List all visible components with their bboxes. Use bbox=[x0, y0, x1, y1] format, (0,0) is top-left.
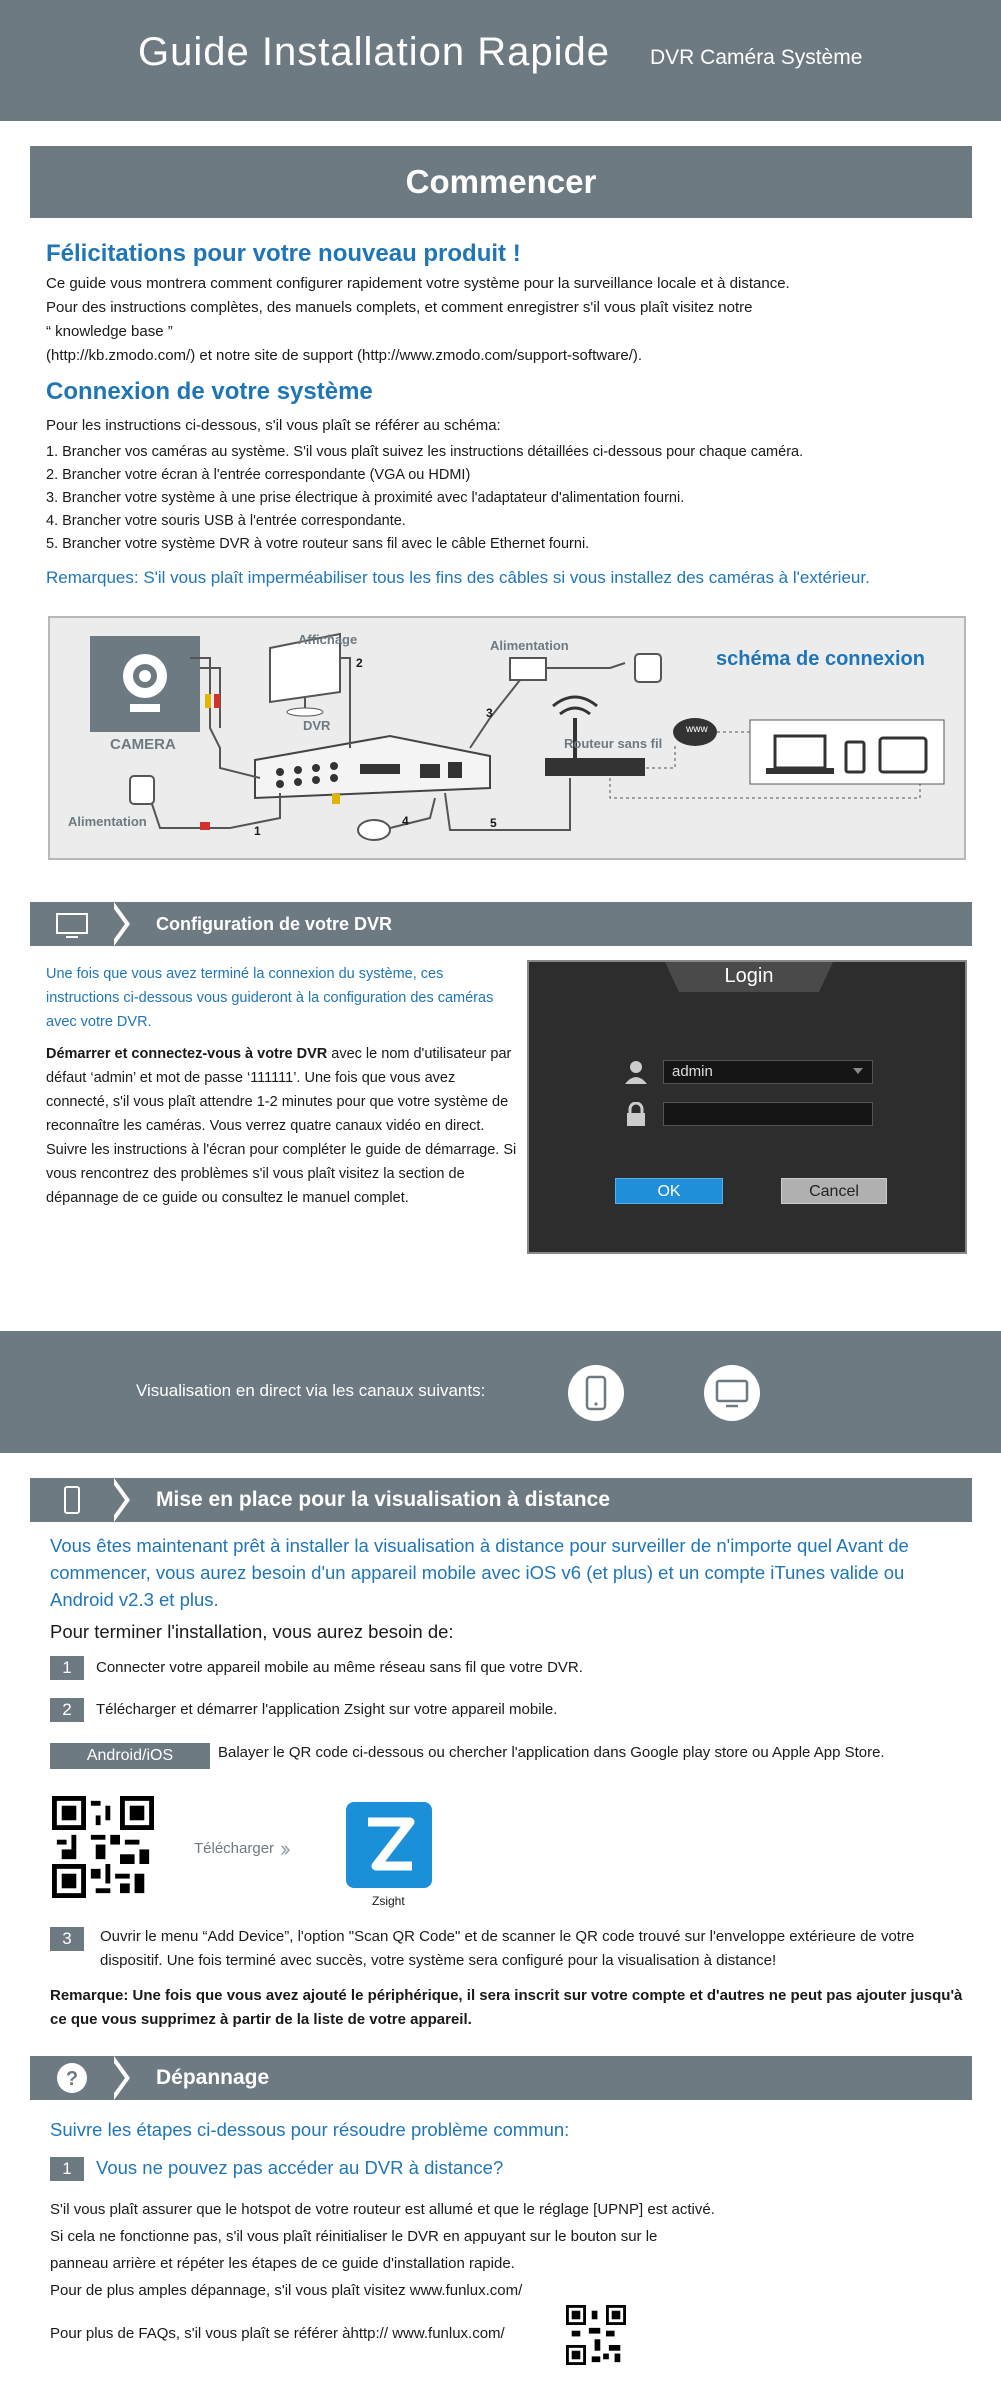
connection-diagram bbox=[48, 616, 966, 860]
diagram-num-3: 3 bbox=[486, 706, 493, 720]
qr-code-icon[interactable] bbox=[566, 2305, 626, 2365]
guide-subtitle: DVR Caméra Système bbox=[650, 46, 863, 69]
trouble-line-1: S'il vous plaît assurer que le hotspot de votre routeur est allumé et que le réglage [UPNP] est activé. bbox=[50, 2201, 715, 2218]
platform-badge: Android/iOS bbox=[50, 1743, 210, 1769]
congrats-line-2: Pour des instructions complètes, des manuels complets, et comment enregistrer s'il vous plaît visitez notre bbox=[46, 299, 753, 316]
trouble-line-4: Pour de plus amples dépannage, s'il vous plaît visitez www.funlux.com/ bbox=[50, 2282, 523, 2299]
config-title: Configuration de votre DVR bbox=[156, 914, 393, 934]
connexion-remark: Remarques: S'il vous plaît imperméabiliser tous les fins des câbles si vous installez des caméras à l'extérieur. bbox=[46, 568, 870, 587]
diagram-power-top: Alimentation bbox=[490, 638, 569, 653]
diagram-display-label: Affichage bbox=[298, 632, 358, 647]
remote-note: Remarque: Une fois que vous avez ajouté le périphérique, il sera inscrit sur votre compte et d'autres ne peut pas ajouter jusqu'à ce que vous supprimez à partir de la liste de votre appareil. bbox=[50, 1987, 963, 2028]
step-number: 3 bbox=[50, 1927, 84, 1951]
trouble-intro: Suivre les étapes ci-dessous pour résoudre problème commun: bbox=[50, 2119, 570, 2140]
trouble-line-2: Si cela ne fonctionne pas, s'il vous plaît réinitialiser le DVR en appuyant sur le bouton sur le bbox=[50, 2228, 658, 2245]
remote-step-1: 1 Connecter votre appareil mobile au même réseau sans fil que votre DVR. bbox=[50, 1656, 583, 1680]
mouse-icon bbox=[358, 820, 390, 840]
config-intro: Une fois que vous avez terminé la connexion du système, ces instructions ci-dessous vous guideront à la configuration des caméras avec votre DVR. bbox=[46, 966, 494, 1030]
connexion-step-5: 5. Brancher votre système DVR à votre routeur sans fil avec le câble Ethernet fourni. bbox=[46, 536, 590, 552]
diagram-num-1: 1 bbox=[254, 824, 261, 838]
guide-title: Guide Installation Rapide bbox=[138, 30, 610, 74]
remote-title: Mise en place pour la visualisation à distance bbox=[156, 1488, 610, 1511]
live-view-band bbox=[0, 1331, 1001, 1453]
username-field[interactable]: admin bbox=[663, 1060, 873, 1084]
remote-step-3: 3 Ouvrir le menu “Add Device”, l'option "Scan QR Code" et de scanner le QR code trouvé sur l'enveloppe extérieure de votre dispositif. Une fois terminé avec succès, votre système sera configuré pour la visualisation à distance! bbox=[50, 1925, 970, 1973]
remote-section-bar bbox=[30, 1478, 972, 1522]
trouble-section-bar bbox=[30, 2056, 972, 2100]
remote-need: Pour terminer l'installation, vous aurez besoin de: bbox=[50, 1621, 454, 1642]
connexion-step-3: 3. Brancher votre système à une prise électrique à proximité avec l'adaptateur d'alimentation fourni. bbox=[46, 490, 685, 506]
user-icon bbox=[624, 1060, 648, 1084]
login-title: Login bbox=[724, 965, 774, 987]
diagram-power-left: Alimentation bbox=[68, 814, 147, 829]
congrats-line-3: “ knowledge base ” bbox=[46, 323, 173, 340]
config-section-bar bbox=[30, 902, 972, 946]
connexion-heading: Connexion de votre système bbox=[46, 378, 373, 405]
app-name: Zsight bbox=[372, 1894, 405, 1908]
connexion-step-4: 4. Brancher votre souris USB à l'entrée correspondante. bbox=[46, 513, 406, 529]
download-label: Télécharger bbox=[194, 1840, 275, 1857]
step-number: 1 bbox=[50, 1656, 84, 1680]
question-icon bbox=[30, 2056, 114, 2100]
step-number: 2 bbox=[50, 1698, 84, 1722]
trouble-faq: Pour plus de FAQs, s'il vous plaît se référer àhttp:// www.funlux.com/ bbox=[50, 2325, 505, 2342]
diagram-title: schéma de connexion bbox=[716, 648, 925, 670]
phone-icon bbox=[30, 1478, 114, 1522]
monitor-icon bbox=[30, 902, 114, 946]
diagram-camera-label: CAMERA bbox=[110, 736, 176, 753]
diagram-www-label: www bbox=[686, 724, 708, 735]
congrats-heading: Félicitations pour votre nouveau produit ! bbox=[46, 240, 521, 267]
trouble-line-3: panneau arrière et répéter les étapes de ce guide d'installation rapide. bbox=[50, 2255, 515, 2272]
config-body bbox=[46, 1042, 522, 1210]
connexion-step-2: 2. Brancher votre écran à l'entrée correspondante (VGA ou HDMI) bbox=[46, 467, 471, 483]
congrats-line-1: Ce guide vous montrera comment configurer rapidement votre système pour la surveillance locale et à distance. bbox=[46, 275, 790, 292]
connexion-step-1: 1. Brancher vos caméras au système. S'il vous plaît suivez les instructions détaillées ci-dessous pour chaque caméra. bbox=[46, 444, 804, 460]
diagram-router-label: Routeur sans fil bbox=[564, 736, 663, 751]
commencer-band: Commencer bbox=[30, 146, 972, 218]
diagram-num-2: 2 bbox=[356, 656, 363, 670]
badge-text: Balayer le QR code ci-dessous ou chercher l'application dans Google play store ou Apple App Store. bbox=[218, 1744, 885, 1761]
diagram-num-5: 5 bbox=[490, 816, 497, 830]
config-rest: avec le nom d'utilisateur par défaut ‘admin’ et mot de passe ‘111111’. Une fois que vous avez connecté, s'il vous plaît attendre 1-2 minutes pour que votre système de reconnaître les caméras. Vous verrez quatre canaux vidéo en direct. Suivre les instructions à l'écran pour compléter le guide de démarrage. Si vous rencontrez des problèmes s'il vous plaît visitez la section de dépannage de ce guide ou consultez le manuel complet. bbox=[46, 1046, 517, 1206]
lock-icon bbox=[625, 1102, 647, 1126]
live-text: Visualisation en direct via les canaux suivants: bbox=[136, 1381, 486, 1400]
trouble-title: Dépannage bbox=[156, 2066, 270, 2089]
diagram-num-4: 4 bbox=[402, 814, 409, 828]
router-icon bbox=[545, 758, 645, 776]
trouble-question-1: 1 Vous ne pouvez pas accéder au DVR à distance? bbox=[50, 2156, 503, 2181]
remote-step-2: 2 Télécharger et démarrer l'application Zsight sur votre appareil mobile. bbox=[50, 1698, 557, 1722]
double-chevron-icon: ›› bbox=[280, 1836, 287, 1861]
connexion-intro: Pour les instructions ci-dessous, s'il vous plaît se référer au schéma: bbox=[46, 417, 501, 434]
phone-icon bbox=[568, 1365, 624, 1421]
config-bold: Démarrer et connectez-vous à votre DVR bbox=[46, 1046, 328, 1062]
svg-text:?: ? bbox=[65, 2068, 79, 2090]
step-number: 1 bbox=[50, 2157, 84, 2181]
ok-button[interactable]: OK bbox=[615, 1178, 723, 1204]
password-field[interactable] bbox=[663, 1102, 873, 1126]
monitor-icon bbox=[704, 1365, 760, 1421]
header-banner bbox=[0, 0, 1001, 121]
congrats-line-4: (http://kb.zmodo.com/) et notre site de support (http://www.zmodo.com/support-software/). bbox=[46, 347, 643, 364]
dropdown-arrow-icon[interactable] bbox=[853, 1068, 863, 1074]
login-dialog bbox=[527, 960, 967, 1254]
remote-intro: Vous êtes maintenant prêt à installer la visualisation à distance pour surveiller de n'importe quel Avant de commencer, vous aurez besoin d'un appareil mobile avec iOS v6 (et plus) et un compte iTunes valide ou Android v2.3 et plus. bbox=[50, 1535, 909, 1610]
qr-code-icon[interactable] bbox=[52, 1796, 154, 1898]
cancel-button[interactable]: Cancel bbox=[781, 1178, 887, 1204]
diagram-dvr-label: DVR bbox=[303, 718, 331, 733]
zsight-app-icon[interactable] bbox=[346, 1802, 432, 1888]
